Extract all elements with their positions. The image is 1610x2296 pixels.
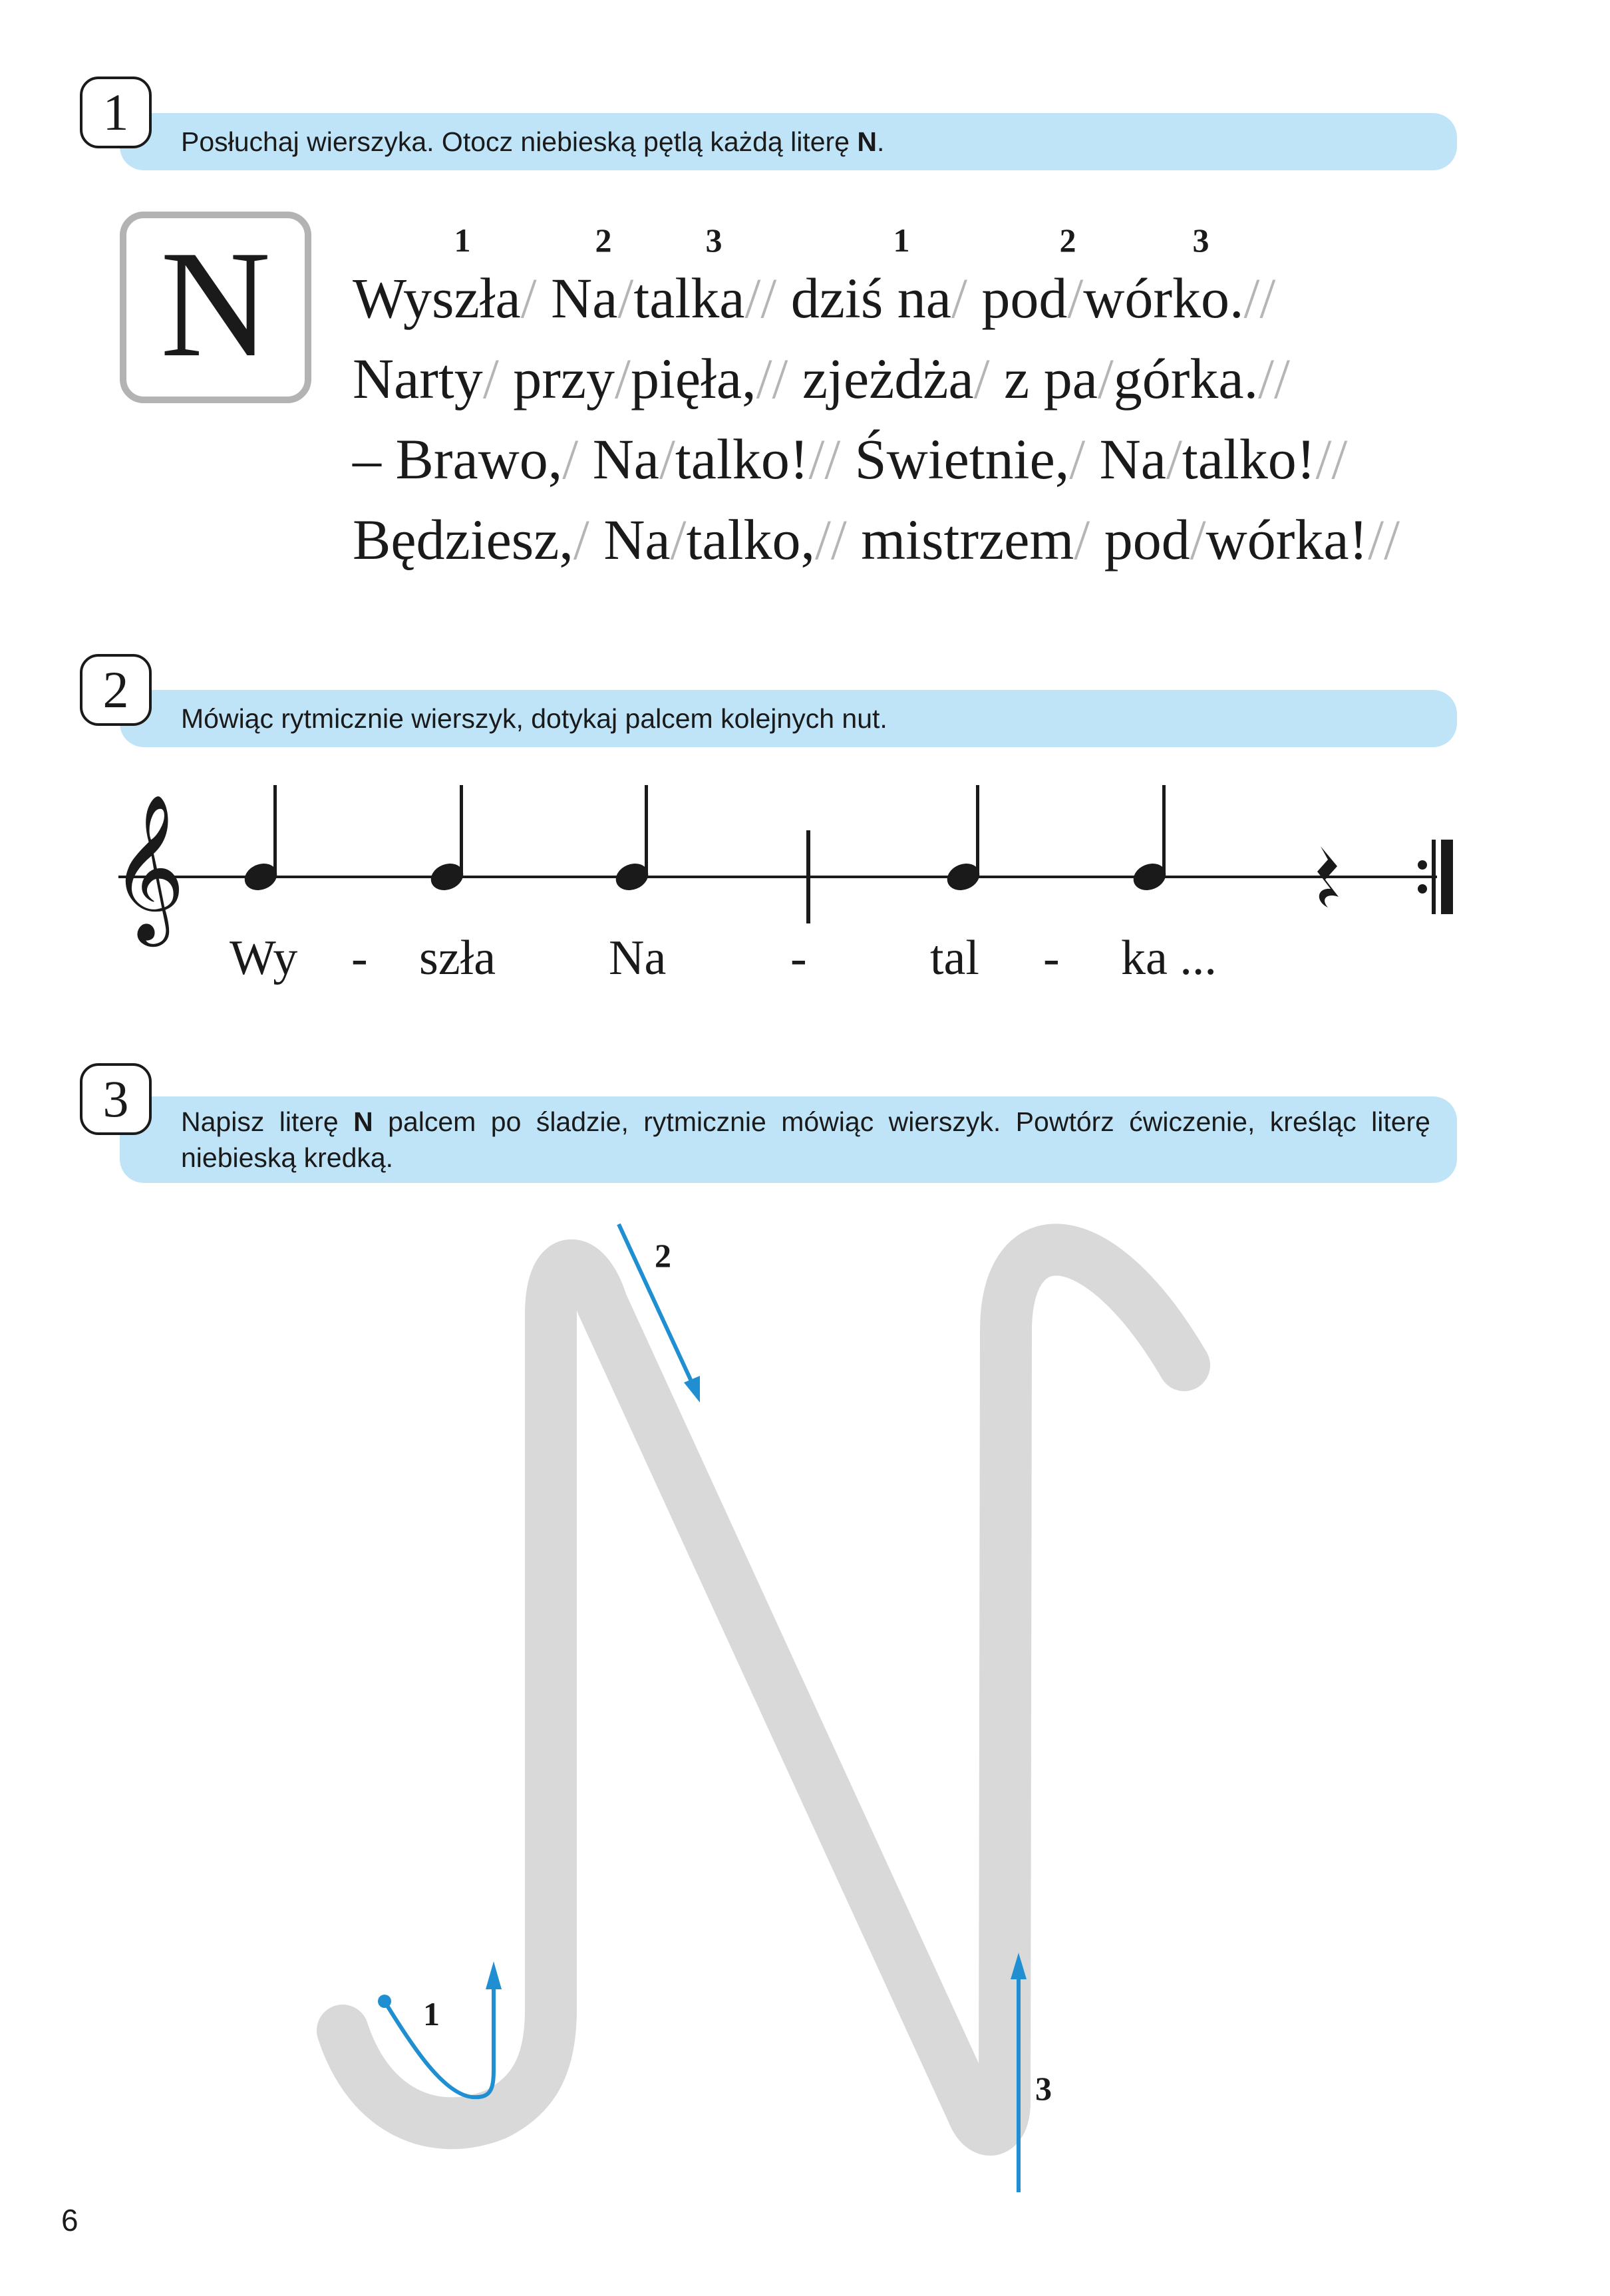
syllable-separator: / [562,427,579,491]
syllable-separator: / [1069,427,1086,491]
lyric-syllable: tal [930,931,979,985]
stroke-number: 3 [1035,2070,1052,2107]
arrow-head-2 [684,1376,700,1402]
beat-number: 3 [705,222,723,259]
syllable-separator: // [808,427,841,491]
exercise-number-3: 3 [80,1063,152,1135]
instruction-text-3: Napisz literę N palcem po śladzie, rytmicznie mówiąc wierszyk. Powtórz ćwiczenie, kreśląc literę niebieską kredką. [181,1106,1430,1173]
instruction-text-2: Mówiąc rytmicznie wierszyk, dotykaj palcem kolejnych nut. [181,703,887,734]
beat-number: 1 [454,222,471,259]
lyric-syllable: szła [419,931,496,985]
beat-number: 2 [1059,222,1076,259]
lyric-syllable: Wy [230,931,298,985]
syllable-separator: / [1190,508,1206,572]
syllable-separator: / [482,347,499,410]
syllable-separator: / [615,347,631,410]
syllable-separator: / [1166,427,1182,491]
syllable-separator: / [617,266,634,330]
treble-clef-icon: 𝄞 [110,793,186,940]
instruction-text-1: Posłuchaj wierszyka. Otocz niebieską pętlą każdą literę N. [181,126,885,157]
poem-segment: Wyszła [353,266,521,330]
poem-segment: zjeżdża [788,347,974,410]
poem-segment: wórka! [1206,508,1368,572]
lyric-hyphen: - [351,931,368,985]
poem-segment: – Brawo, [353,427,563,491]
exercise-number-1: 1 [80,77,152,148]
lyric-hyphen: - [1043,931,1060,985]
poem-segment: talko! [675,427,809,491]
poem-segment: pod [967,266,1068,330]
exercise-number-2: 2 [80,654,152,726]
instruction-bar-1 [120,113,1457,170]
letter-card-letter: N [160,219,271,389]
beat-number: 1 [893,222,910,259]
syllable-separator: / [1074,508,1090,572]
stroke-number: 2 [655,1237,671,1274]
poem-segment: górka. [1113,347,1259,410]
syllable-separator: // [756,347,788,410]
syllable-separator: / [1097,347,1114,410]
poem-segment: talko! [1182,427,1316,491]
syllable-separator: / [670,508,687,572]
syllable-separator: // [1243,266,1276,330]
poem-segment: pięła, [630,347,756,410]
poem-segment: Narty [353,347,483,410]
poem-segment: Na [1085,427,1166,491]
syllable-separator: / [1067,266,1084,330]
syllable-separator: / [573,508,589,572]
arrow-head-1 [486,1961,502,1989]
syllable-separator: / [520,266,537,330]
syllable-separator: // [814,508,847,572]
syllable-separator: / [951,266,967,330]
syllable-separator: // [1368,508,1400,572]
letter-card [120,212,311,403]
beat-number: 3 [1192,222,1209,259]
page-number: 6 [61,2203,79,2237]
poem-segment: pod [1090,508,1190,572]
poem-segment: wórko. [1083,266,1244,330]
trace-letter-n [343,1249,1184,2130]
poem-segment: talka [633,266,745,330]
syllable-separator: // [1315,427,1348,491]
poem-segment: Na [578,427,659,491]
poem-segment: Na [536,266,618,330]
poem-segment: Świetnie, [840,427,1070,491]
syllable-separator: // [744,266,777,330]
lyric-hyphen: - [790,931,807,985]
syllable-separator: / [973,347,990,410]
syllable-separator: // [1258,347,1290,410]
stroke-number: 1 [423,1995,440,2033]
poem-segment: Na [589,508,671,572]
instruction-bar-2 [120,690,1457,747]
poem-segment: mistrzem [846,508,1074,572]
beat-number: 2 [595,222,612,259]
poem-segment: Będziesz, [353,508,573,572]
poem-segment: przy [498,347,615,410]
poem-segment: z pa [989,347,1098,410]
poem-segment: talko, [686,508,815,572]
lyric-syllable: Na [609,931,667,985]
lyric-syllable: ka ... [1121,931,1217,985]
poem-segment: dziś na [776,266,951,330]
syllable-separator: / [659,427,675,491]
instruction-bar-3 [120,1096,1457,1183]
